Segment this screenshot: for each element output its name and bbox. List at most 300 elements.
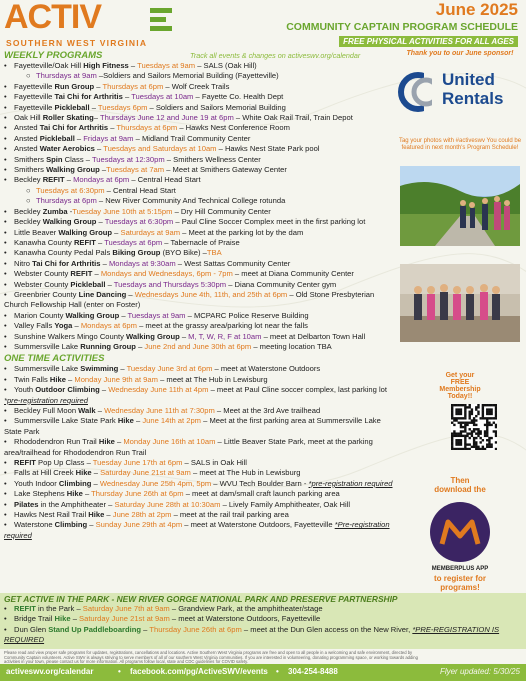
bullet: • bbox=[4, 175, 7, 185]
bullet: • bbox=[4, 92, 7, 102]
activity-time: Tuesdays 6pm bbox=[97, 102, 148, 112]
bullet: • bbox=[4, 217, 7, 227]
activity-time: June 14th at 2pm bbox=[142, 416, 202, 426]
activity-text: Class – bbox=[62, 154, 92, 164]
activity-time: Wednesday June 11th at 7:30pm bbox=[104, 406, 215, 415]
activity-name: Pickleball bbox=[70, 279, 106, 289]
activity-time: TBA bbox=[206, 248, 222, 258]
activity-name: Run Group bbox=[54, 81, 95, 91]
list-item bbox=[4, 113, 400, 123]
bullet: • bbox=[4, 341, 7, 351]
registration-note: *pre-registration required bbox=[308, 478, 393, 488]
activity-text: – Central Head Start bbox=[129, 175, 201, 185]
bullet: • bbox=[4, 81, 7, 91]
activity-text: – Meet at the first parking area at Summersville Lake State Park bbox=[4, 416, 381, 436]
bullet: • bbox=[4, 279, 7, 289]
activity-text: Oak Hill bbox=[14, 113, 43, 123]
activity-text: Little Beaver bbox=[14, 227, 59, 237]
list-item bbox=[4, 332, 400, 342]
activity-text: – Central Head Start bbox=[104, 185, 176, 195]
activity-text: – Little Beaver State Park, meet at the parking area/trailhead for Rhododendron Run Trail bbox=[4, 437, 373, 457]
cta-line: Then bbox=[450, 476, 470, 485]
activity-text: – bbox=[133, 416, 143, 426]
activity-text: - bbox=[67, 206, 73, 216]
sidebar bbox=[398, 50, 522, 592]
activity-text: –Soldiers and Sailors Memorial Building (Fayetteville) bbox=[96, 71, 279, 81]
list-item bbox=[4, 61, 400, 71]
activity-name: REFIT bbox=[70, 269, 93, 279]
bullet: • bbox=[4, 248, 7, 258]
activity-text: – Hawks Nest Conference Room bbox=[177, 123, 290, 133]
list-item bbox=[4, 614, 526, 624]
list-item bbox=[4, 82, 400, 92]
schedule-column bbox=[4, 50, 400, 541]
list-item bbox=[4, 259, 400, 269]
activity-text: – bbox=[118, 364, 127, 374]
activity-text: Valley Falls bbox=[14, 321, 55, 331]
list-item bbox=[4, 385, 400, 406]
activity-text: Beckley bbox=[14, 217, 43, 227]
list-item bbox=[4, 604, 526, 614]
logo-e-bars bbox=[150, 8, 172, 35]
activity-text: – bbox=[119, 310, 128, 320]
activity-text: – West Sattas Community Center bbox=[175, 258, 291, 268]
activity-text: – bbox=[105, 279, 114, 289]
activity-text: Ansted bbox=[14, 123, 40, 133]
activity-text: – bbox=[89, 102, 98, 112]
activity-time: Tuesdays at 9am bbox=[127, 310, 186, 320]
activity-text: – bbox=[70, 614, 80, 624]
activity-time: Monday June 16th at 10am bbox=[123, 437, 216, 447]
indoor-class-photo bbox=[400, 264, 520, 342]
list-item bbox=[4, 71, 400, 81]
list-item bbox=[4, 364, 400, 374]
fine-print: Please read and view proper safe programs for updates, registrations, cancellations and locations. Active Southern West Virginia programs are free and open to all people in a welcoming and safe environment, directed by Community Captain volunteers. Active SWV is always striving to serve members of all of our southern West Virginia communities. If you are interested in volunteering, donating programming space, or working towards adding activities in your town, please contact us for more information. All programs follow local, state and CDC guidelines for COVID safety. bbox=[4, 650, 418, 665]
activity-text: Rhododendron Run Trail bbox=[14, 437, 99, 447]
month-title: June 2025 bbox=[435, 0, 518, 19]
activity-text: – bbox=[104, 510, 113, 520]
activity-time: Tuesdays at 6:30pm bbox=[104, 217, 174, 227]
activity-name: Climbing bbox=[54, 520, 88, 530]
activity-time: Monday June 9th at 9am bbox=[74, 374, 158, 384]
track-link[interactable]: Track all events & changes on activeswv.org/calendar bbox=[190, 51, 361, 60]
activity-text: – New River Community And Technical College rotunda bbox=[96, 196, 286, 206]
bullet: • bbox=[4, 123, 7, 133]
activity-text: – bbox=[74, 133, 84, 143]
activity-text: Greenbrier County bbox=[14, 289, 79, 299]
list-item bbox=[4, 186, 400, 196]
bullet: • bbox=[4, 468, 7, 478]
activity-text: Fayetteville bbox=[14, 102, 55, 112]
activity-text: – bbox=[94, 81, 103, 91]
bullet: • bbox=[4, 624, 7, 634]
activity-time: Tuesdays at 6:30pm bbox=[36, 185, 105, 195]
activity-text: – Old Stone Presbyterian Church Fellowship Hall (enter on Foster) bbox=[4, 289, 375, 310]
activity-time: Thursday June 26th at 6pm bbox=[149, 624, 242, 634]
activity-time: Saturday June 28th at 10:30am bbox=[114, 499, 221, 509]
activity-time: Tuesday June 10th at 5:15pm bbox=[72, 206, 173, 216]
bullet: • bbox=[4, 144, 7, 154]
activity-time: Thursdays at 9am bbox=[36, 71, 97, 81]
sponsor-line-1: United bbox=[442, 70, 495, 89]
list-item bbox=[4, 207, 400, 217]
activity-time: Tuesdays and Thursdays 5:30pm bbox=[113, 279, 227, 289]
cta-line: programs! bbox=[440, 583, 480, 592]
activity-text: – bbox=[141, 624, 150, 634]
activity-text: – bbox=[91, 468, 101, 478]
activity-time: Saturday June 21st at 9am bbox=[79, 614, 170, 624]
list-item bbox=[4, 103, 400, 113]
park-list bbox=[0, 604, 526, 646]
activity-text: – meeting location TBA bbox=[251, 341, 332, 351]
sponsor-name bbox=[442, 70, 503, 108]
activity-text: – bbox=[108, 123, 117, 133]
activity-name: Hike bbox=[98, 437, 115, 447]
registration-note: *PRE-REGISTRATION IS REQUIRED bbox=[4, 624, 500, 645]
activity-name: Tai Chi for Arthritis bbox=[32, 258, 101, 268]
list-item bbox=[4, 248, 400, 258]
activity-time: Thursdays at 6pm bbox=[102, 81, 164, 91]
activity-time: Thursdays at 6pm bbox=[116, 123, 178, 133]
activity-time: Mondays at 9:30am bbox=[108, 258, 176, 268]
registration-note: *Pre-registration required bbox=[4, 520, 390, 540]
activity-text: – Smithers Wellness Center bbox=[164, 154, 261, 164]
activity-time: Fridays at 9am bbox=[83, 133, 134, 143]
list-item bbox=[4, 489, 400, 499]
activity-time: Mondays at 6pm bbox=[73, 175, 130, 185]
app-name: MEMBERPLUS APP bbox=[431, 566, 489, 572]
activity-text: – bbox=[82, 489, 92, 499]
activity-text: Kanawha County bbox=[14, 237, 74, 247]
activity-text: – meet at the Dun Glen access on the New River, bbox=[241, 624, 413, 634]
bullet: • bbox=[4, 614, 7, 624]
schedule-title: COMMUNITY CAPTAIN PROGRAM SCHEDULE bbox=[286, 21, 518, 33]
activity-text: – Hawks Nest State Park pool bbox=[216, 144, 320, 154]
register-cta bbox=[398, 574, 522, 592]
sponsor-thanks: Thank you to our June sponsor! bbox=[406, 50, 514, 57]
park-section bbox=[0, 593, 526, 649]
activity-text: Smithers bbox=[14, 165, 47, 175]
footer-facebook[interactable]: facebook.com/pg/ActiveSWV/events bbox=[130, 667, 268, 676]
activity-name: Tai Chi for Arthritis bbox=[39, 123, 109, 133]
bullet: • bbox=[4, 206, 7, 216]
list-item bbox=[4, 144, 400, 154]
registration-note: *pre-registration required bbox=[4, 395, 88, 405]
activity-text: Beckley bbox=[14, 206, 43, 216]
list-item bbox=[4, 375, 400, 385]
activity-time: Tuesdays at 7am bbox=[106, 165, 165, 175]
activity-name: REFIT bbox=[14, 458, 36, 468]
flyer-updated: Flyer updated: 5/30/25 bbox=[439, 667, 520, 676]
activity-text: – bbox=[91, 478, 100, 488]
activity-text: – Lively Family Amphitheater, Oak Hill bbox=[220, 499, 351, 509]
activity-text: Waterstone bbox=[14, 520, 55, 530]
activity-text: – bbox=[114, 437, 124, 447]
activity-name: Yoga bbox=[54, 321, 73, 331]
park-heading: GET ACTIVE IN THE PARK - NEW RIVER GORGE NATIONAL PARK AND PRESERVE PARTNERSHIP bbox=[4, 594, 398, 604]
footer-dot: • bbox=[276, 667, 279, 676]
activity-text: Sunshine Walkers Mingo County bbox=[14, 331, 126, 341]
activity-text: in the Amphitheater – bbox=[38, 499, 115, 509]
activity-text: Smithers bbox=[14, 154, 47, 164]
cta-line: to register for bbox=[433, 574, 486, 583]
activity-text: – bbox=[72, 321, 81, 331]
united-rentals-logo bbox=[398, 70, 522, 118]
activity-text: – Diana Community Center gym bbox=[226, 279, 337, 289]
cta-line: Today!! bbox=[447, 393, 473, 400]
activity-name: Walking Group bbox=[58, 227, 113, 237]
activity-text: Summersville Lake bbox=[14, 364, 81, 374]
list-item bbox=[4, 228, 400, 238]
activity-time: Tuesdays at 12:30pm bbox=[91, 154, 165, 164]
activity-name: Hike bbox=[66, 489, 83, 499]
activity-name: Stand Up Paddleboarding bbox=[48, 624, 142, 634]
activity-text: – bbox=[94, 144, 104, 154]
memberplus-app-icon[interactable] bbox=[428, 500, 492, 564]
activity-name: Pickleball bbox=[39, 133, 75, 143]
cta-line: FREE bbox=[450, 379, 470, 386]
activity-text: – MCPARC Police Reserve Building bbox=[185, 310, 309, 320]
list-item bbox=[4, 458, 400, 468]
activity-text: – Fayette Co. Health Dept bbox=[193, 92, 284, 102]
activity-text: Webster County bbox=[14, 269, 71, 279]
activity-text: Pop Up Class – bbox=[35, 458, 93, 468]
activity-text: Fayetteville bbox=[14, 92, 55, 102]
activity-name: Pickleball bbox=[54, 102, 90, 112]
activity-name: Roller Skating bbox=[42, 113, 94, 123]
list-item bbox=[4, 406, 400, 416]
activity-text: Beckley Full Moon bbox=[14, 406, 79, 415]
activity-name: Water Aerobics bbox=[39, 144, 95, 154]
list-item bbox=[4, 437, 400, 458]
bullet: • bbox=[4, 321, 7, 331]
list-item bbox=[4, 290, 400, 311]
sub-bullet: ○ bbox=[26, 185, 31, 195]
activity-time: Thursdays at 6pm bbox=[36, 196, 97, 206]
header bbox=[0, 0, 526, 56]
footer-dot: • bbox=[118, 667, 121, 676]
bullet: • bbox=[4, 499, 7, 509]
activity-name: Hike bbox=[49, 374, 66, 384]
activity-text: – bbox=[87, 520, 96, 530]
activity-name: High Fitness bbox=[83, 61, 129, 70]
activity-text: – Meet at the parking lot by the dam bbox=[180, 227, 304, 237]
list-item bbox=[4, 165, 400, 175]
activity-text: Ansted bbox=[14, 144, 40, 154]
united-rentals-mark-icon bbox=[398, 72, 442, 112]
activity-text: – bbox=[96, 217, 105, 227]
activity-text: Ansted bbox=[14, 133, 40, 143]
list-item bbox=[4, 321, 400, 331]
activity-name: Walking Group bbox=[42, 217, 97, 227]
activity-text: – bbox=[128, 61, 138, 70]
list-item bbox=[4, 196, 400, 206]
activity-name: Outdoor Climbing bbox=[35, 385, 100, 395]
activity-name: Running Group bbox=[80, 341, 136, 351]
activity-text: (BYO Bike) – bbox=[160, 248, 207, 258]
activity-text: Summersville Lake bbox=[14, 341, 81, 351]
activity-text: – Wolf Creek Trails bbox=[163, 81, 230, 91]
activity-text: – bbox=[112, 227, 121, 237]
bullet: • bbox=[4, 520, 7, 530]
activity-text: – meet at Waterstone Outdoors bbox=[212, 364, 321, 374]
activity-text: Hawks Nest Rail Trail bbox=[14, 510, 89, 520]
list-item bbox=[4, 510, 400, 520]
activity-time: June 28th at 2pm bbox=[112, 510, 172, 520]
list-item bbox=[4, 92, 400, 102]
onetime-list bbox=[4, 364, 400, 541]
activity-name: Pilates bbox=[14, 499, 39, 509]
sub-bullet: ○ bbox=[26, 196, 31, 206]
activity-time: Thursdays June 12 and June 19 at 6pm bbox=[99, 113, 234, 123]
activity-name: Swimming bbox=[80, 364, 119, 374]
bullet: • bbox=[4, 489, 7, 499]
list-item bbox=[4, 500, 400, 510]
activity-time: Wednesday June 11th at 4pm bbox=[108, 385, 209, 395]
activity-name: Biking Group bbox=[112, 248, 161, 258]
cta-line: download the bbox=[434, 485, 486, 494]
activity-text: Fayetteville/Oak Hill bbox=[14, 61, 84, 70]
activity-text: – WVU Tech Boulder Barn - bbox=[211, 478, 309, 488]
activity-text: Lake Stephens bbox=[14, 489, 67, 499]
activity-text: – Grandview Park, at the amphitheater/stage bbox=[169, 604, 323, 613]
activity-text: – meet at Waterstone Outdoors, Fayetteville bbox=[169, 614, 321, 624]
activity-name: Tai Chi for Arthritis bbox=[54, 92, 123, 102]
list-item bbox=[4, 468, 400, 478]
activity-time: Tuesdays at 10am bbox=[131, 92, 194, 102]
footer-website[interactable]: activeswv.org/calendar bbox=[6, 667, 94, 676]
bullet: • bbox=[4, 458, 7, 468]
bullet: • bbox=[4, 102, 7, 112]
bullet: • bbox=[4, 416, 7, 426]
bullet: • bbox=[4, 61, 7, 70]
activity-name: Hike bbox=[117, 416, 134, 426]
cta-line: Get your bbox=[445, 372, 475, 379]
activity-text: – meet at Waterstone Outdoors, Fayetteville bbox=[182, 520, 335, 530]
activity-text: Falls at Hill Creek bbox=[14, 468, 76, 478]
activity-name: Hike bbox=[54, 614, 71, 624]
activity-text: – meet at The Hub in Lewisburg bbox=[190, 468, 301, 478]
activity-text: Bridge Trail bbox=[14, 614, 55, 624]
activity-text: – White Oak Rail Trail, Train Depot bbox=[233, 113, 353, 123]
activity-text: – meet at the grassy area/parking lot near the falls bbox=[136, 321, 308, 331]
bullet: • bbox=[4, 374, 7, 384]
activity-name: REFIT bbox=[14, 604, 36, 613]
activity-text: – Tabernacle of Praise bbox=[162, 237, 240, 247]
activity-time: Mondays and Wednesdays, 6pm - 7pm bbox=[100, 269, 233, 279]
activity-text: – SALS (Oak Hill) bbox=[195, 61, 257, 70]
activity-text: Fayetteville bbox=[14, 81, 55, 91]
bullet: • bbox=[4, 604, 7, 613]
activity-text: – bbox=[93, 113, 100, 123]
activity-text: – SALS in Oak Hill bbox=[182, 458, 247, 468]
bullet: • bbox=[4, 237, 7, 247]
activity-time: Tuesdays and Saturdays at 10am bbox=[103, 144, 217, 154]
activity-text: – bbox=[99, 165, 107, 175]
list-item bbox=[4, 311, 400, 321]
activity-text: Summersville Lake State Park bbox=[14, 416, 118, 426]
bullet: • bbox=[4, 289, 7, 299]
activity-text: – bbox=[92, 269, 101, 279]
logo-word: ACTIV bbox=[4, 0, 101, 36]
activity-text: – meet at Diana Community Center bbox=[232, 269, 354, 279]
activity-time: Saturdays at 9am bbox=[120, 227, 181, 237]
activity-text: Kanawha County Pedal Pals bbox=[14, 248, 113, 258]
activity-name: Climbing bbox=[58, 478, 92, 488]
activity-text: – bbox=[99, 385, 109, 395]
logo-subtitle: SOUTHERN WEST VIRGINIA bbox=[6, 38, 148, 48]
bullet: • bbox=[4, 227, 7, 237]
activity-name: Hike bbox=[88, 510, 105, 520]
qr-code[interactable] bbox=[451, 404, 497, 450]
activity-text: – bbox=[122, 92, 132, 102]
bullet: • bbox=[4, 165, 7, 175]
bullet: • bbox=[4, 437, 7, 447]
activity-text: – Soldiers and Sailors Memorial Building bbox=[147, 102, 286, 112]
bullet: • bbox=[4, 258, 7, 268]
activity-text: – bbox=[95, 237, 105, 247]
activity-text: – Paul Cline Soccer Complex meet in the first parking lot bbox=[173, 217, 366, 227]
activity-name: REFIT bbox=[73, 237, 96, 247]
activity-name: Hike bbox=[75, 468, 92, 478]
activity-time: Tuesday June 17th at 6pm bbox=[92, 458, 183, 468]
activity-time: M, T, W, R, F at 10am bbox=[188, 331, 262, 341]
activity-name: Walk bbox=[78, 406, 96, 415]
activity-time: Sunday June 29th at 4pm bbox=[95, 520, 183, 530]
bullet: • bbox=[4, 331, 7, 341]
activity-text: Youth Indoor bbox=[14, 478, 59, 488]
bullet: • bbox=[4, 478, 7, 488]
activity-time: Tuesdays at 9am bbox=[137, 61, 196, 70]
list-item bbox=[4, 416, 400, 437]
cta-line: Membership bbox=[439, 386, 481, 393]
bullet: • bbox=[4, 385, 7, 395]
activity-text: Youth bbox=[14, 385, 36, 395]
list-item bbox=[4, 280, 400, 290]
list-item bbox=[4, 238, 400, 248]
activity-name: Walking Group bbox=[46, 165, 100, 175]
activity-name: Walking Group bbox=[126, 331, 180, 341]
activity-text: – bbox=[65, 374, 75, 384]
activity-name: REFIT bbox=[42, 175, 65, 185]
activity-name: Line Dancing bbox=[78, 289, 127, 299]
activity-name: Walking Group bbox=[65, 310, 120, 320]
activity-text: Beckley bbox=[14, 175, 43, 185]
activity-text: – meet at the rail trail parking area bbox=[171, 510, 289, 520]
activity-text: – bbox=[64, 175, 74, 185]
activity-text: – meet at dam/small craft launch parking area bbox=[183, 489, 340, 499]
bullet: • bbox=[4, 510, 7, 520]
list-item bbox=[4, 520, 400, 541]
activity-text: – Meet at the 3rd Ave trailhead bbox=[214, 406, 321, 415]
activity-time: Mondays at 6pm bbox=[80, 321, 137, 331]
list-item bbox=[4, 175, 400, 185]
bullet: • bbox=[4, 269, 7, 279]
list-item bbox=[4, 123, 400, 133]
list-item bbox=[4, 342, 400, 352]
activity-time: Wednesdays June 4th, 11th, and 25th at 6pm bbox=[134, 289, 288, 299]
weekly-list bbox=[4, 61, 400, 352]
footer-phone[interactable]: 304-254-8488 bbox=[288, 667, 338, 676]
activity-text: in the Park – bbox=[35, 604, 83, 613]
activity-time: Tuesday June 3rd at 6pm bbox=[126, 364, 213, 374]
walking-group-photo bbox=[400, 166, 520, 246]
tag-note: Tag your photos with #activeswv You could be featured in next month's Program Schedule! bbox=[398, 138, 522, 151]
activity-time: Tuesdays at 6pm bbox=[104, 237, 163, 247]
activity-text: – bbox=[95, 406, 105, 415]
sponsor-line-2: Rentals bbox=[442, 89, 504, 108]
activity-text: – meet at Paul Cline soccer complex, last parking lot bbox=[208, 385, 388, 395]
